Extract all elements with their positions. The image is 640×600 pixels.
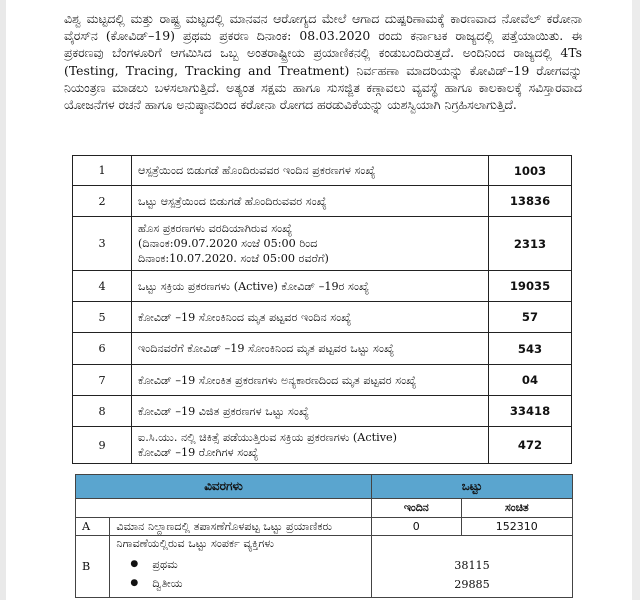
table-row — [73, 186, 572, 217]
row-description: ಕೋವಿಡ್ –19 ವಿಜಿತ ಪ್ರಕರಣಗಳ ಒಟ್ಟು ಸಂಖ್ಯೆ — [132, 396, 489, 427]
row-today: 0 — [372, 518, 462, 536]
row-value: 33418 — [489, 396, 572, 427]
table-row — [73, 333, 572, 365]
row-number: 8 — [73, 396, 132, 427]
list-item: ● ದ್ವಿತೀಯ — [130, 574, 365, 593]
row-label-cell — [110, 536, 372, 598]
row-description — [132, 217, 489, 271]
table-row — [73, 217, 572, 271]
row-description: ಆಸ್ಪತ್ರೆಯಿಂದ ಬಿಡುಗಡೆ ಹೊಂದಿರುವವರ ಇಂದಿನ ಪ್ರಕರಣಗಳ ಸಂಖ್ಯೆ — [132, 156, 489, 186]
subheader-cumulative: ಸಂಚಿತ — [461, 499, 572, 518]
row-value: 04 — [489, 365, 572, 396]
row-number: 6 — [73, 333, 132, 365]
row-number: 5 — [73, 302, 132, 333]
table-row — [73, 271, 572, 302]
summary-table — [75, 474, 573, 598]
table-row — [76, 536, 573, 598]
row-value: 13836 — [489, 186, 572, 217]
row-description-line: (ದಿನಾಂಕ:09.07.2020 ಸಂಜೆ 05:00 ರಿಂದ — [138, 237, 318, 250]
table-row — [73, 302, 572, 333]
row-description: ಒಟ್ಟು ಸಕ್ರಿಯ ಪ್ರಕರಣಗಳು (Active) ಕೋವಿಡ್ –19ರ ಸಂಖ್ಯೆ — [132, 271, 489, 302]
stats-table — [72, 155, 572, 464]
row-description: ಒಟ್ಟು ಆಸ್ಪತ್ರೆಯಿಂದ ಬಿಡುಗಡೆ ಹೊಂದಿರುವವರ ಸಂಖ್ಯೆ — [132, 186, 489, 217]
row-values-cell — [372, 536, 573, 598]
row-value: 1003 — [489, 156, 572, 186]
row-number: 4 — [73, 271, 132, 302]
row-number: 3 — [73, 217, 132, 271]
contact-values — [378, 556, 566, 594]
row-number: 9 — [73, 427, 132, 464]
subheader-today: ಇಂದಿನ — [372, 499, 462, 518]
row-description-line: ದಿನಾಂಕ:10.07.2020. ಸಂಜೆ 05:00 ರವರೆಗೆ) — [138, 252, 329, 265]
table-row — [73, 427, 572, 464]
page-edge-left — [0, 0, 6, 600]
row-description — [132, 427, 489, 464]
table-row — [73, 156, 572, 186]
row-value: 543 — [489, 333, 572, 365]
table-row — [73, 365, 572, 396]
row-description: ಕೋವಿಡ್ –19 ಸೋಂಕಿನಿಂದ ಮೃತ ಪಟ್ಟವರ ಇಂದಿನ ಸಂಖ್ಯೆ — [132, 302, 489, 333]
row-key: A — [76, 518, 110, 536]
row-value: 472 — [489, 427, 572, 464]
page-edge-right — [632, 0, 640, 600]
list-item: ● ಪ್ರಥಮ — [130, 555, 365, 574]
header-total: ಒಟ್ಟು — [372, 475, 573, 499]
row-cumulative: 152310 — [461, 518, 572, 536]
contact-list — [116, 555, 365, 593]
table-row — [76, 518, 573, 536]
row-description: ಇಂದಿನವರೆಗೆ ಕೋವಿಡ್ –19 ಸೋಂಕಿನಿಂದ ಮೃತ ಪಟ್ಟವರ ಒಟ್ಟು ಸಂಖ್ಯೆ — [132, 333, 489, 365]
row-number: 2 — [73, 186, 132, 217]
table-row — [73, 396, 572, 427]
row-value: 57 — [489, 302, 572, 333]
row-description-line: ಕೋವಿಡ್ –19 ರೋಗಿಗಳ ಸಂಖ್ಯೆ — [138, 446, 259, 459]
row-value: 2313 — [489, 217, 572, 271]
row-number: 1 — [73, 156, 132, 186]
subheader-blank — [76, 499, 372, 518]
list-item-value: 29885 — [454, 578, 490, 591]
row-value: 19035 — [489, 271, 572, 302]
intro-paragraph: ವಿಶ್ವ ಮಟ್ಟದಲ್ಲಿ ಮತ್ತು ರಾಷ್ಟ್ರ ಮಟ್ಟದಲ್ಲಿ ಮಾನವನ ಆರೋಗ್ಯದ ಮೇಲೆ ಆಗಾದ ದುಷ್ಪರಿಣಾಮಕ್ಕೆ ಕಾರಣವಾದ ನೋವೆಲ್ ಕರೋನಾ ವೈರಸ್‌ನ (ಕೋವಿಡ್–19) ಪ್ರಥಮ ಪ್ರಕರಣ ದಿನಾಂಕ: 08.03.2020 ರಂದು ಕರ್ನಾಟಕ ರಾಜ್ಯದಲ್ಲಿ ಪತ್ತೆಯಾಯಿತು. ಈ ಪ್ರಕರಣವು ಬೆಂಗಳೂರಿಗೆ ಆಗಮಿಸಿದ ಒಬ್ಬ ಅಂತರಾಷ್ಟ್ರೀಯ ಪ್ರಯಾಣಿಕನಲ್ಲಿ ಕಂಡುಬಂದಿರುತ್ತದೆ. ಅಂದಿನಿಂದ ರಾಜ್ಯದಲ್ಲಿ 4Ts (Testing, Tracing, Tracking and Treatment) ನಿರ್ವಹಣಾ ಮಾದರಿಯನ್ನು ಕೋವಿಡ್–19 ರೋಗವನ್ನು ನಿಯಂತ್ರಣ ಮಾಡಲು ಬಳಸಲಾಗುತ್ತಿದೆ. ಅತ್ಯಂತ ಸಕ್ಷಮ ಹಾಗೂ ಸುಸಜ್ಜಿತ ಕಣ್ಗಾವಲು ವ್ಯವಸ್ಥೆ ಹಾಗೂ ಕಾಲಕಾಲಕ್ಕೆ ಸವಿಸ್ತಾರವಾದ ಯೋಜನೆಗಳ ರಚನೆ ಹಾಗೂ ಅನುಷ್ಠಾನದಿಂದ ಕರೋನಾ ರೋಗದ ಹರಡುವಿಕೆಯನ್ನು ಯಶಸ್ವಿಯಾಗಿ ನಿಗ್ರಹಿಸಲಾಗುತ್ತಿದೆ. — [64, 11, 582, 113]
row-description-line: ಹೊಸ ಪ್ರಕರಣಗಳು ವರದಿಯಾಗಿರುವ ಸಂಖ್ಯೆ — [138, 222, 293, 235]
row-label: ವಿಮಾನ ನಿಲ್ದಾಣದಲ್ಲಿ ತಪಾಸಣೆಗೊಳಪಟ್ಟ ಒಟ್ಟು ಪ್ರಯಾಣಿಕರು — [110, 518, 372, 536]
header-details: ವಿವರಗಳು — [76, 475, 372, 499]
summary-subheader-row — [76, 499, 573, 518]
intro-section — [64, 10, 582, 113]
row-label: ನಿಗಾವಣೆಯಲ್ಲಿರುವ ಒಟ್ಟು ಸಂಪರ್ಕ ವ್ಯಕ್ತಿಗಳು — [116, 537, 275, 550]
summary-header-row — [76, 475, 573, 499]
row-description-line: ಐ.ಸಿ.ಯು. ನಲ್ಲಿ ಚಿಕಿತ್ಸೆ ಪಡೆಯುತ್ತಿರುವ ಸಕ್ರಿಯ ಪ್ರಕರಣಗಳು (Active) — [138, 431, 398, 444]
row-description: ಕೋವಿಡ್ –19 ಸೋಂಕಿತ ಪ್ರಕರಣಗಳು ಅನ್ಯಕಾರಣದಿಂದ ಮೃತ ಪಟ್ಟವರ ಸಂಖ್ಯೆ — [132, 365, 489, 396]
list-item-value: 38115 — [454, 559, 490, 572]
row-key: B — [76, 536, 110, 598]
row-number: 7 — [73, 365, 132, 396]
